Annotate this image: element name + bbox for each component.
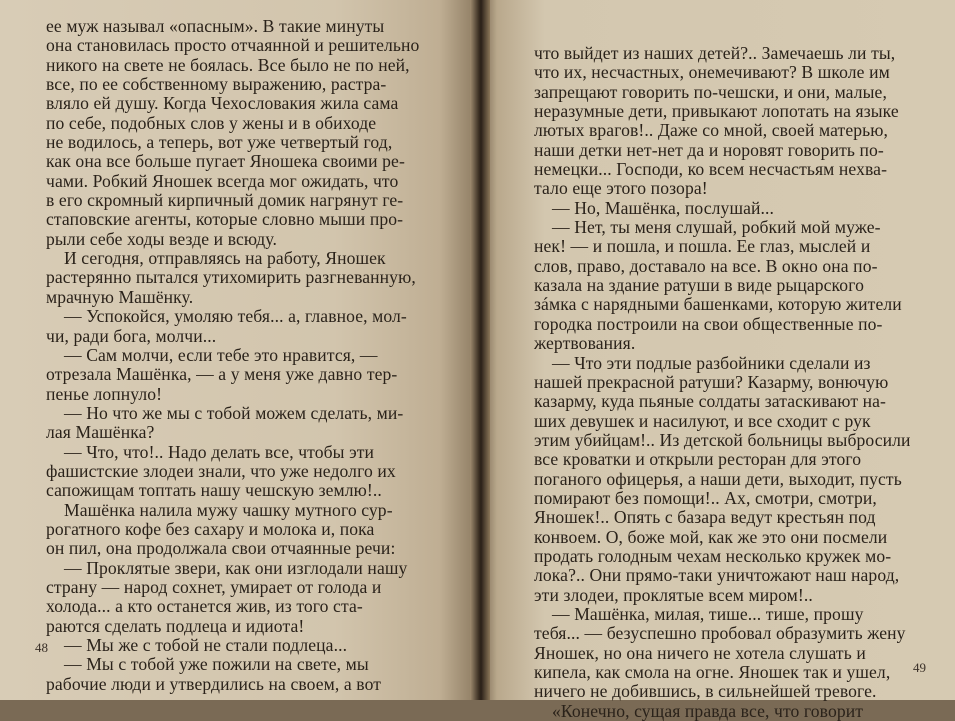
text-line: лая Машёнка?	[46, 422, 155, 443]
text-line: — Мы же с тобой не стали подлеца...	[64, 635, 348, 655]
text-line: не водилось, а теперь, вот уже четвертый год,	[46, 132, 393, 153]
text-line: раются сделать подлеца и идиота!	[46, 615, 305, 636]
text-line: И сегодня, отправляясь на работу, Яношек	[64, 248, 386, 269]
text-line: холода... а кто останется жив, из того ста-	[46, 596, 363, 617]
text-line: в его скромный кирпичный домик нагрянут ге-	[46, 190, 404, 211]
text-line: наши детки нет-нет да и норовят говорить по-	[534, 139, 884, 160]
right-page-number: 49	[913, 660, 926, 675]
text-line: продать голодным чехам несколько кружек мо-	[534, 545, 892, 566]
text-line: что выйдет из наших детей?.. Замечаешь ли ты,	[534, 43, 896, 63]
text-line: — Что эти подлые разбойники сделали из	[552, 352, 871, 373]
text-line: помирают без помощи!.. Ах, смотри, смотри,	[534, 487, 877, 508]
text-line: рогатного кофе без сахару и молока и, пока	[46, 518, 375, 539]
text-line: нашей прекрасной ратуши? Казарму, вонючую	[534, 371, 889, 392]
text-line: — Успокойся, умоляю тебя... а, главное, мол-	[64, 306, 407, 327]
text-line: чи, ради бога, молчи...	[46, 325, 217, 346]
text-line: жертвования.	[534, 333, 636, 354]
text-line: чами. Робкий Яношек всегда мог ожидать, что	[46, 170, 399, 191]
text-line: тебя... — безуспешно пробовал образумить жену	[534, 623, 906, 644]
book-gutter	[470, 0, 490, 700]
text-line: по себе, подобных слов у жены и в обиходе	[46, 112, 377, 133]
text-line: — Нет, ты меня слушай, робкий мой муже-	[552, 217, 881, 238]
right-page	[478, 0, 955, 721]
text-line: Яношек, но она ничего не хотела слушать и	[534, 642, 866, 663]
text-line: лока?.. Они прямо-таки уничтожают наш народ,	[534, 565, 900, 586]
text-line: все кроватки и открыли ресторан для этого	[534, 449, 862, 470]
text-line: он пил, она продолжала свои отчаянные речи:	[46, 538, 396, 559]
text-line: страну — народ сохнет, умирает от голода и	[46, 576, 382, 597]
text-line: фашистские злодеи знали, что уже недолго их	[46, 460, 396, 481]
text-line: отрезала Машёнка, — а у меня уже давно тер-	[46, 364, 398, 385]
text-line: поганого офицерья, а наши дети, выходит, пусть	[534, 468, 902, 489]
text-line: сапожищам топтать нашу чешскую землю!..	[46, 480, 382, 501]
text-line: тало еще этого позора!	[534, 178, 708, 199]
text-line: конвоем. О, боже мой, как же это они посмели	[534, 526, 888, 547]
text-line: слов, право, доставало на все. В окно она по-	[534, 255, 878, 276]
text-line: — Машёнка, милая, тише... тише, прошу	[552, 603, 864, 624]
text-line: казала на здание ратуши в виде рыцарского	[534, 275, 864, 296]
text-line: немецки... Господи, ко всем несчастьям нехва-	[534, 159, 888, 180]
text-line: этим убийцам!.. Из детской больницы выбросили	[534, 429, 911, 450]
left-page-number: 48	[35, 640, 48, 655]
text-line: рыли себе ходы везде и всюду.	[46, 228, 277, 249]
text-line: рабочие люди и утвердились на своем, а вот	[46, 673, 382, 694]
text-line: все, по ее собственному выражению, растра-	[46, 74, 387, 95]
text-line: она становилась просто отчаянной и решительно	[46, 35, 420, 56]
text-line: что их, несчастных, онемечивают? В школе им	[534, 62, 890, 83]
text-line: пенье лопнуло!	[46, 383, 163, 404]
text-line: — Сам молчи, если тебе это нравится, —	[64, 344, 378, 365]
left-page-text	[46, 17, 446, 694]
text-line: — Но, Машёнка, послушай...	[552, 197, 775, 218]
left-page	[0, 0, 478, 700]
text-line: вляло ей душу. Когда Чехословакия жила сама	[46, 93, 399, 114]
right-page-text	[534, 44, 939, 721]
text-line: лютых врагов!.. Даже со мной, своей матерью,	[534, 120, 889, 141]
text-line: кипела, как смола на огне. Яношек так и ушел,	[534, 662, 891, 682]
text-line: эти злодеи, проклятые всем миром!..	[534, 584, 813, 605]
text-line: ших девушек и насилуют, и все сходит с рук	[534, 410, 871, 431]
text-line: — Мы с тобой уже пожили на свете, мы	[64, 654, 369, 675]
text-line: ничего не добившись, в сильнейшей тревоге.	[534, 681, 877, 702]
text-line: неразумные дети, привыкают лопотать на языке	[534, 101, 899, 122]
text-line: — Что, что!.. Надо делать все, чтобы эти	[64, 441, 375, 462]
text-line: — Проклятые звери, как они изглодали нашу	[64, 557, 408, 578]
text-line: «Конечно, сущая правда все, что говорит	[552, 700, 864, 721]
text-line: городка построили на свои общественные по-	[534, 313, 883, 334]
text-line: мрачную Машёнку.	[46, 286, 194, 307]
text-line: зáмка с нарядными башенками, которую жители	[534, 294, 902, 315]
text-line: растерянно пытался утихомирить разгневанную,	[46, 267, 416, 288]
text-line: запрещают говорить по-чешски, и они, малые,	[534, 81, 887, 102]
text-line: казарму, куда пьяные солдаты затаскивают на-	[534, 391, 886, 412]
text-line: стаповские агенты, которые словно мыши про-	[46, 209, 404, 230]
text-line: как она все больше пугает Яношека своими ре-	[46, 151, 405, 172]
text-line: ее муж называл «опасным». В такие минуты	[46, 16, 385, 36]
text-line: Машёнка налила мужу чашку мутного сур-	[64, 499, 393, 520]
text-line: никого на свете не боялась. Все было не по ней,	[46, 54, 410, 75]
text-line: Яношек!.. Опять с базара ведут крестьян под	[534, 507, 876, 528]
text-line: — Но что же мы с тобой можем сделать, ми-	[64, 402, 404, 423]
text-line: нек! — и пошла, и пошла. Ее глаз, мыслей и	[534, 236, 871, 257]
